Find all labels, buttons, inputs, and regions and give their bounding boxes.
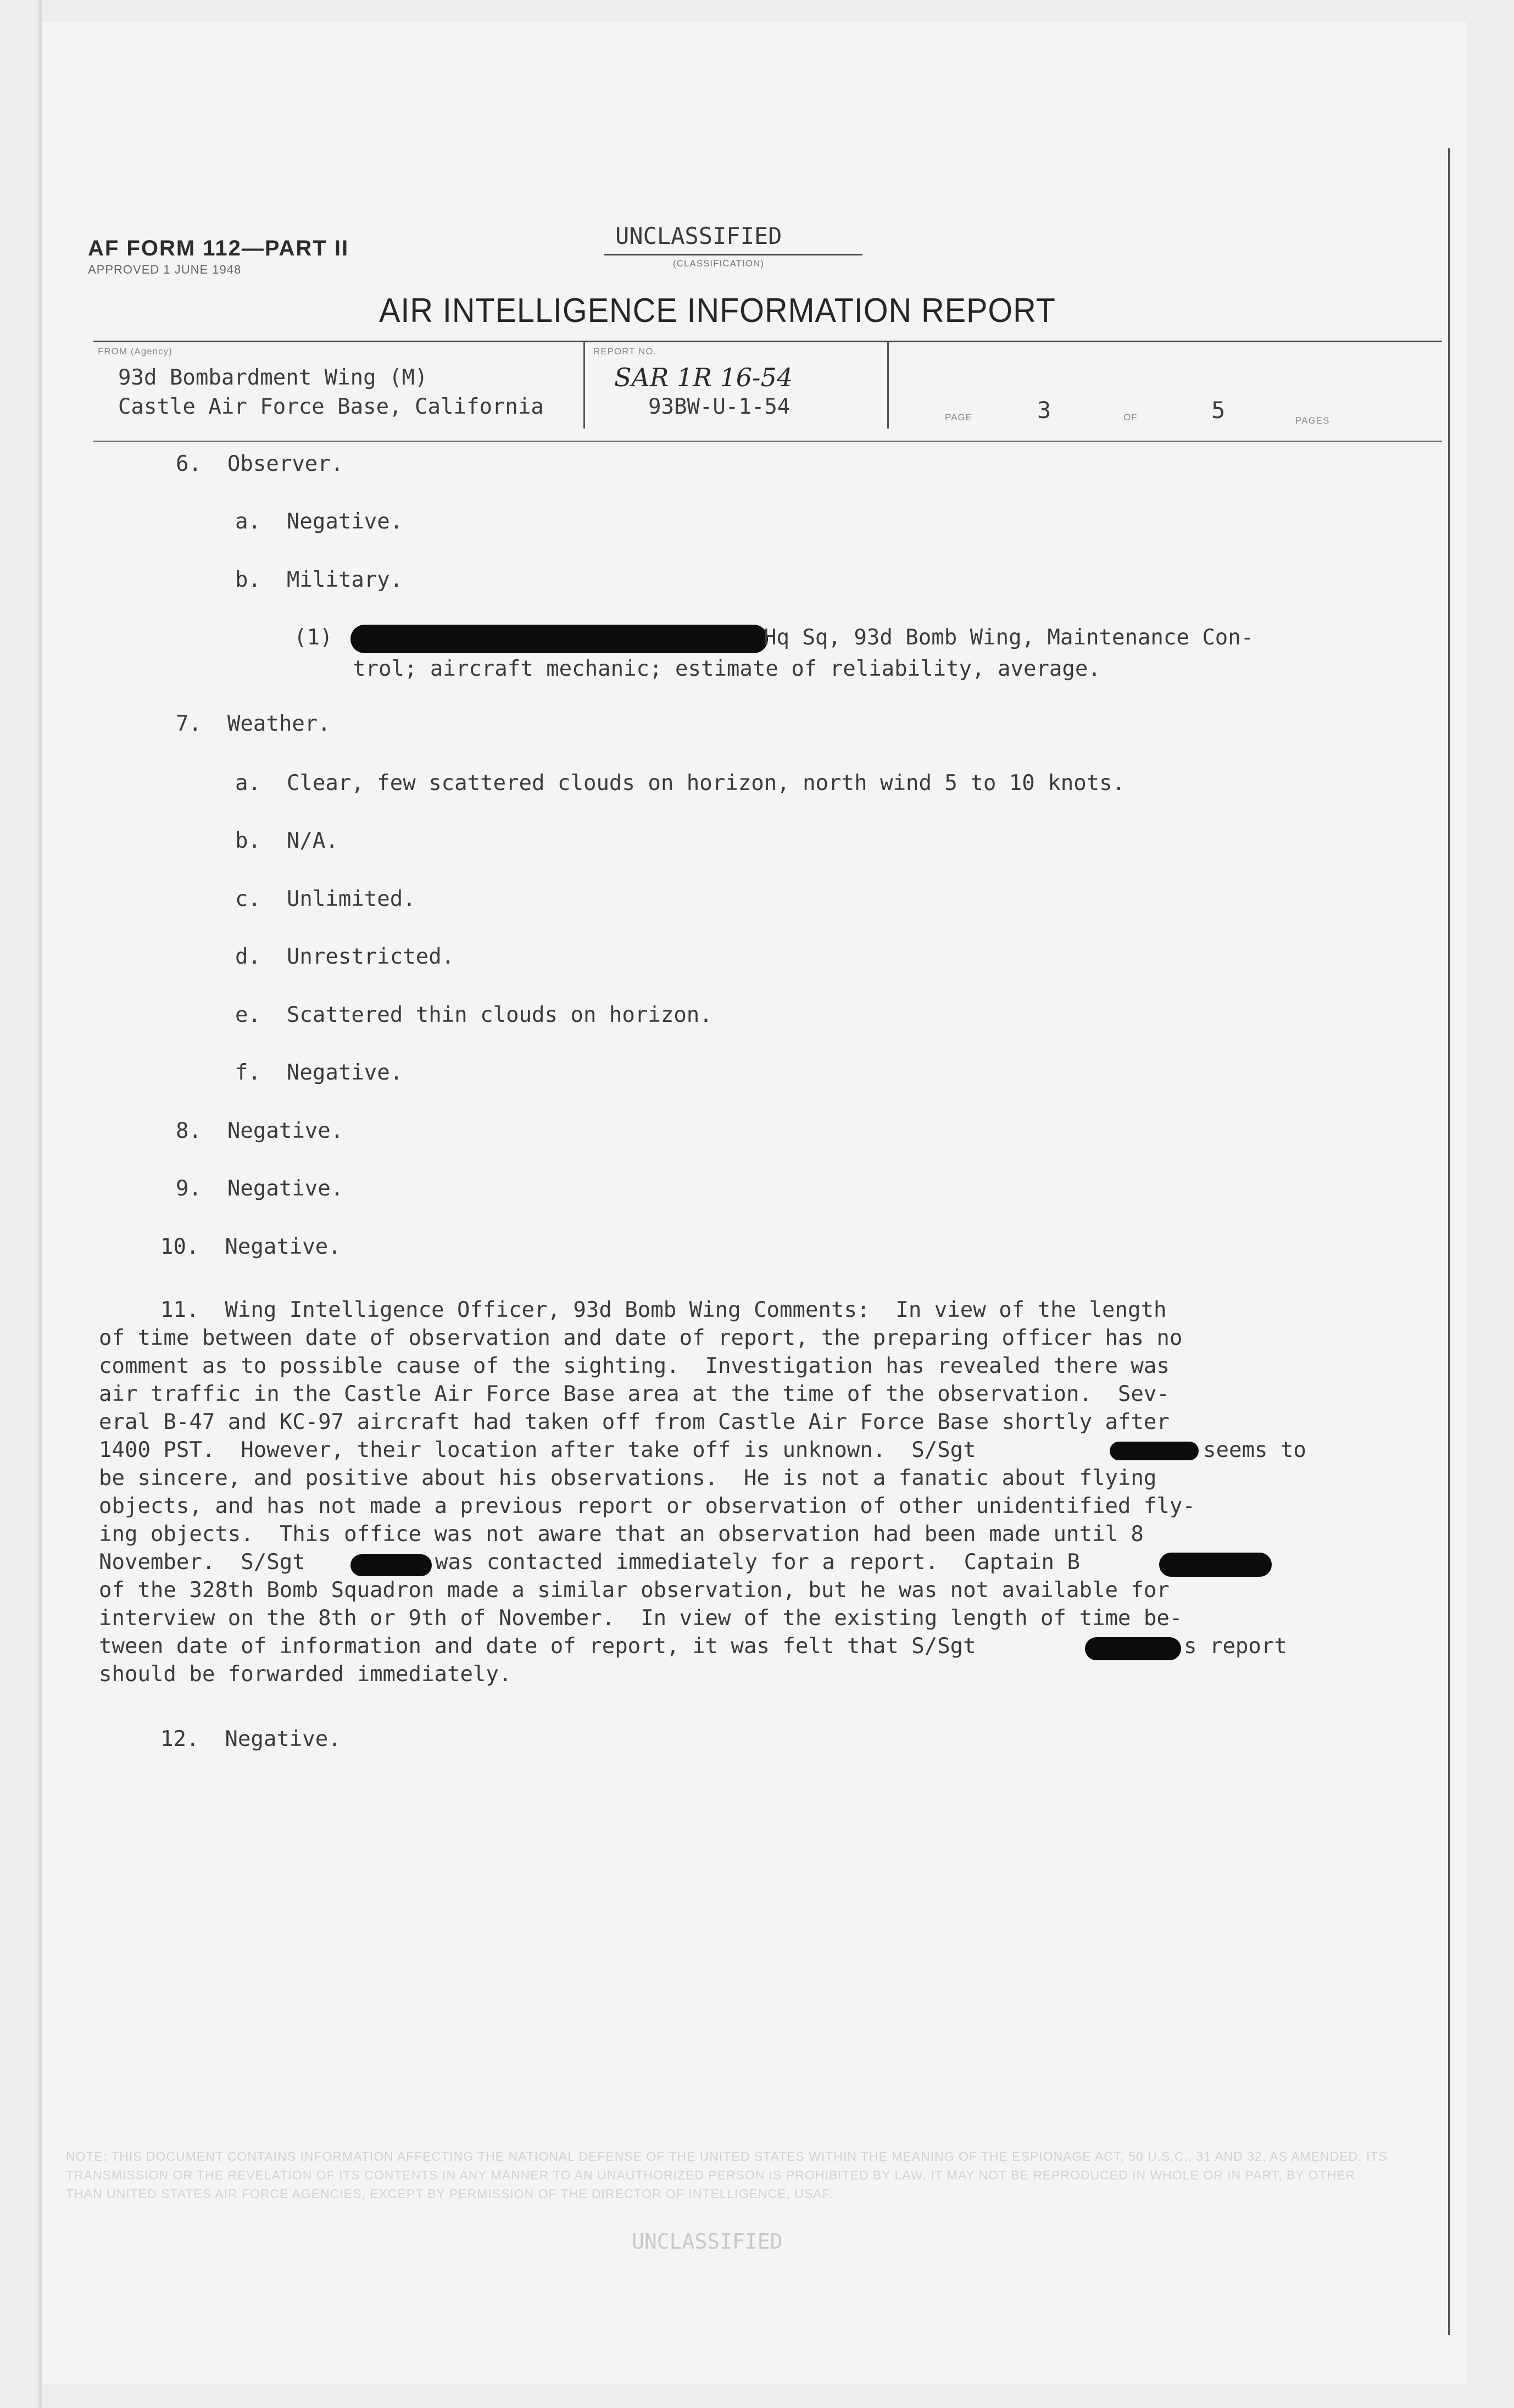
section-heading: 8. Negative. <box>176 1119 344 1143</box>
classification-top: UNCLASSIFIED <box>615 223 782 249</box>
comment-line: 11. Wing Intelligence Officer, 93d Bomb Wing Comments: In view of the length <box>160 1298 1167 1322</box>
comment-line: eral B-47 and KC-97 aircraft had taken off from Castle Air Force Base shortly after <box>99 1410 1170 1434</box>
report-box-bottom-rule <box>93 441 1442 442</box>
section-heading: 6. Observer. <box>176 452 344 476</box>
classification-caption: (CLASSIFICATION) <box>673 258 764 269</box>
comment-line: objects, and has not made a previous report or observation of other unidentified fly- <box>99 1494 1195 1519</box>
body-line: c. Unlimited. <box>235 887 416 911</box>
approval-date: APPROVED 1 JUNE 1948 <box>88 263 242 276</box>
comment-line: comment as to possible cause of the sighting. Investigation has revealed there was <box>99 1354 1170 1378</box>
comment-line: seems to <box>1203 1438 1306 1462</box>
classification-underline <box>604 254 862 255</box>
body-line: (1) <box>294 625 333 650</box>
body-line: trol; aircraft mechanic; estimate of reliability, average. <box>353 657 1101 681</box>
classification-bottom: UNCLASSIFIED <box>632 2229 783 2254</box>
comment-line: ing objects. This office was not aware that an observation had been made until 8 <box>99 1522 1144 1547</box>
section-heading: 10. Negative. <box>160 1234 341 1259</box>
comment-line: interview on the 8th or 9th of November. In view of the existing length of time be- <box>99 1606 1183 1631</box>
section-heading: 9. Negative. <box>176 1176 344 1201</box>
comment-line: of time between date of observation and date of report, the preparing officer has no <box>99 1326 1183 1350</box>
redaction-mark <box>1110 1442 1199 1460</box>
scan-edge <box>38 0 42 2408</box>
redaction-mark <box>1159 1553 1272 1577</box>
body-line: d. Unrestricted. <box>235 944 455 969</box>
body-line: f. Negative. <box>235 1060 403 1085</box>
redaction-mark <box>350 1554 432 1576</box>
report-box-top-rule <box>93 341 1442 342</box>
report-number: 93BW-U-1-54 <box>648 394 791 419</box>
page-number: 3 <box>1037 397 1051 424</box>
body-line: b. Military. <box>235 568 403 592</box>
comment-line: was contacted immediately for a report. Captain B <box>435 1550 1080 1575</box>
comment-line: 1400 PST. However, their location after take off is unknown. S/Sgt <box>99 1438 976 1462</box>
form-number: AF FORM 112—PART II <box>88 236 349 260</box>
from-agency-line2: Castle Air Force Base, California <box>118 394 544 419</box>
report-box-divider <box>583 341 585 429</box>
comment-line: tween date of information and date of report, it was felt that S/Sgt <box>99 1634 976 1659</box>
security-notice: NOTE: THIS DOCUMENT CONTAINS INFORMATION AFFECTING THE NATIONAL DEFENSE OF THE UNITED STATES WITHIN THE MEANING OF THE ESPIONAGE ACT, 50 U.S.C., 31 AND 32, AS AMENDED. ITS TRANSMISSION OR THE REVELATION OF ITS CONTENTS IN ANY MANNER TO AN UNAUTHORIZED PERSON IS PROHIBITED BY LAW. IT MAY NOT BE REPRODUCED IN WHOLE OR IN PART, BY OTHER THAN UNITED STATES AIR FORCE AGENCIES, EXCEPT BY PERMISSION OF THE DIRECTOR OF INTELLIGENCE, USAF. <box>66 2149 1388 2201</box>
comment-line: November. S/Sgt <box>99 1550 305 1575</box>
redaction-mark <box>350 625 768 653</box>
page-right-border <box>1448 148 1450 2335</box>
from-agency-line1: 93d Bombardment Wing (M) <box>118 365 428 390</box>
report-no-label: REPORT NO. <box>593 346 657 357</box>
body-line: Hq Sq, 93d Bomb Wing, Maintenance Con- <box>764 625 1254 650</box>
redaction-mark <box>1085 1637 1181 1660</box>
page-label: PAGE <box>945 412 972 422</box>
section-heading: 12. Negative. <box>160 1727 341 1751</box>
from-label: FROM (Agency) <box>98 346 172 357</box>
body-line: b. N/A. <box>235 828 338 853</box>
body-line: a. Negative. <box>235 509 403 534</box>
report-no-handwritten: SAR 1R 16-54 <box>614 363 793 392</box>
comment-line: be sincere, and positive about his observations. He is not a fanatic about flying <box>99 1466 1157 1491</box>
body-line: e. Scattered thin clouds on horizon. <box>235 1003 713 1027</box>
body-line: a. Clear, few scattered clouds on horizon, north wind 5 to 10 knots. <box>235 771 1126 796</box>
comment-line: should be forwarded immediately. <box>99 1662 512 1687</box>
total-pages: 5 <box>1211 397 1226 424</box>
report-box-divider <box>887 341 889 429</box>
report-title: AIR INTELLIGENCE INFORMATION REPORT <box>379 292 1056 330</box>
section-heading: 7. Weather. <box>176 711 331 736</box>
comment-line: of the 328th Bomb Squadron made a similar observation, but he was not available for <box>99 1578 1170 1603</box>
of-label: OF <box>1123 412 1138 422</box>
comment-line: air traffic in the Castle Air Force Base area at the time of the observation. Sev- <box>99 1382 1170 1406</box>
pages-label: PAGES <box>1295 415 1330 426</box>
comment-line: s report <box>1184 1634 1287 1659</box>
